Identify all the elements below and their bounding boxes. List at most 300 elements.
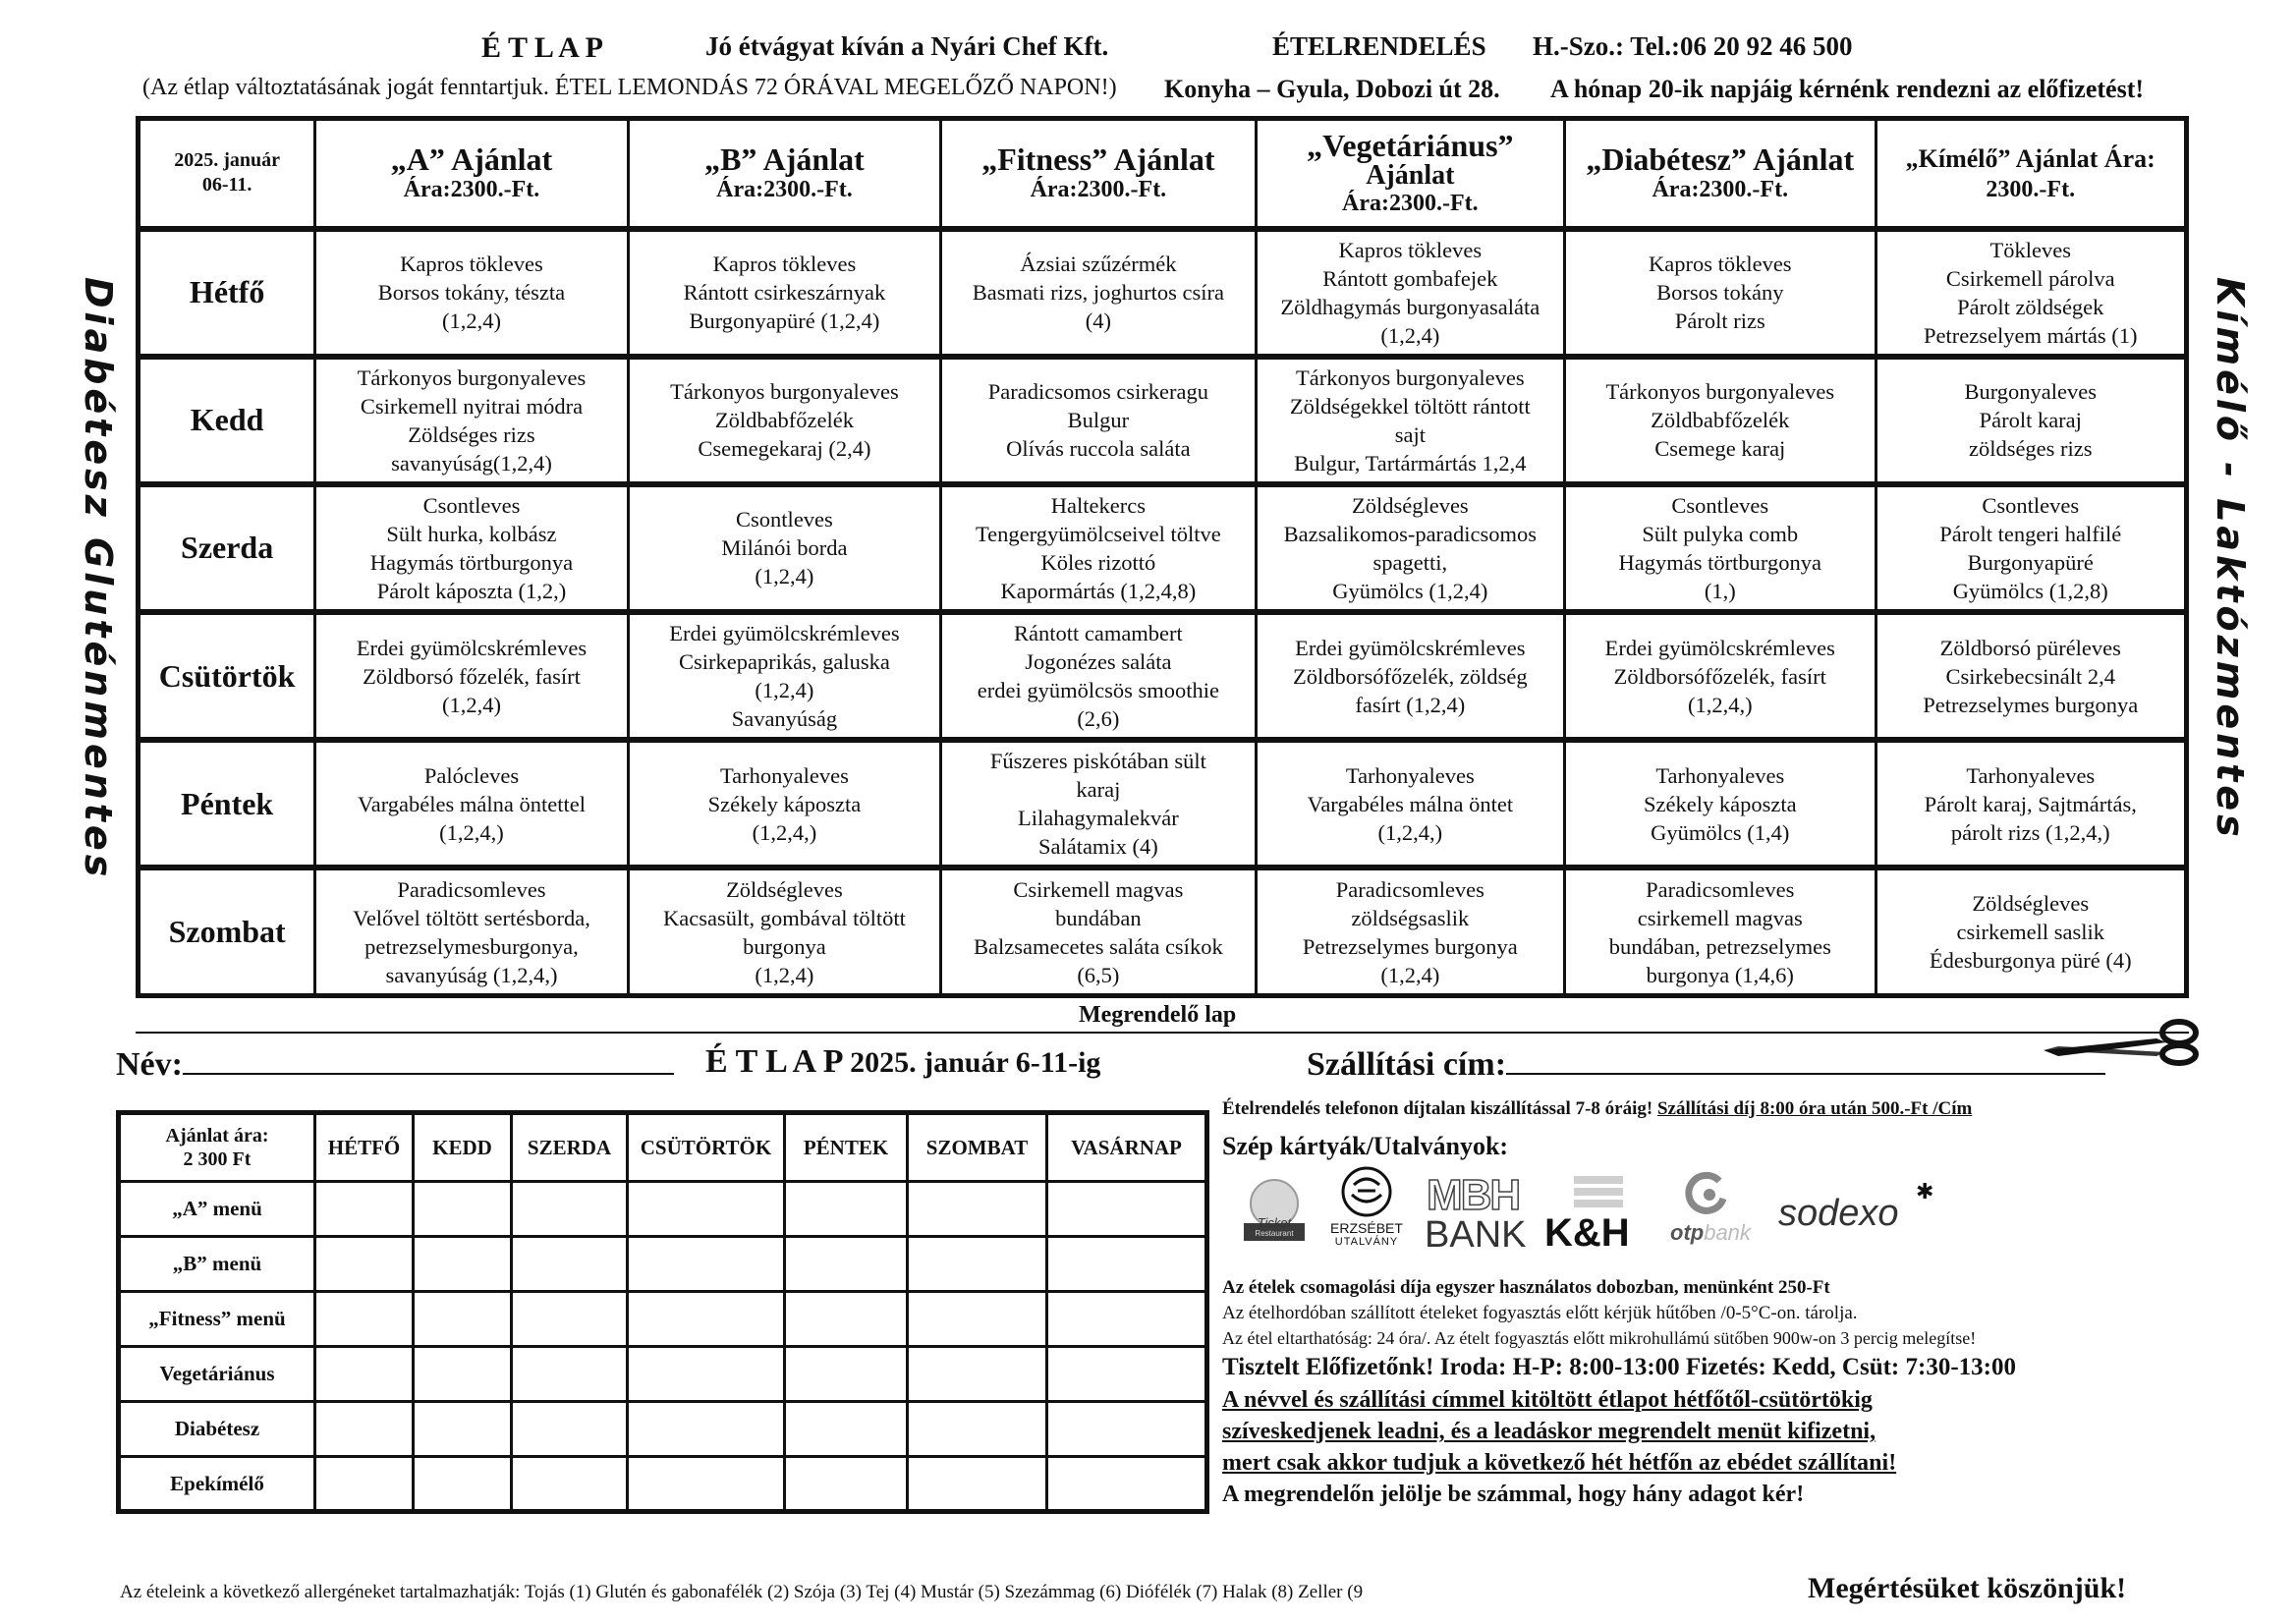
menu-cell-diabetes <box>1565 484 1876 612</box>
dish-line: (1,2,4) <box>1380 962 1440 987</box>
order-quantity-cell[interactable] <box>785 1457 908 1512</box>
plan-name: „B” Ajánlat <box>704 141 865 178</box>
plan-name: „Vegetáriánus” <box>1307 128 1514 164</box>
order-quantity-cell[interactable] <box>414 1182 512 1237</box>
order-row <box>119 1347 1207 1402</box>
dish-line: Gyümölcs (1,2,4) <box>1332 578 1488 603</box>
order-menu-label: „B” menü <box>119 1237 315 1292</box>
name-field[interactable] <box>183 1043 674 1075</box>
order-quantity-cell[interactable] <box>628 1182 785 1237</box>
menu-cell-vegetarian <box>1256 868 1564 995</box>
side-label-left: Diabétesz Gluténmentes <box>77 277 120 881</box>
dish-line: Fűszeres piskótában sült <box>989 749 1206 774</box>
order-section-title: Megrendelő lap <box>1079 1002 1237 1028</box>
menu-cell-gentle <box>1876 740 2187 868</box>
dish-line: Paradicsomleves <box>1335 876 1484 902</box>
order-quantity-cell[interactable] <box>785 1402 908 1457</box>
menu-cell-b <box>628 740 940 868</box>
order-menu-label: Vegetáriánus <box>119 1347 315 1402</box>
menu-header-row <box>139 119 2187 229</box>
order-quantity-cell[interactable] <box>1047 1237 1207 1292</box>
order-header-row <box>119 1113 1207 1182</box>
dish-line: csirkemell magvas <box>1637 905 1803 930</box>
menu-row-saturday <box>139 868 2187 995</box>
menu-cell-vegetarian <box>1256 484 1564 612</box>
subscription-note: A hónap 20-ik napjáig kérnénk rendezni az előfizetést! <box>1550 75 2145 103</box>
dish-line: Csirkemell magvas <box>1013 876 1184 902</box>
dish-line: Kapros tökleves <box>1338 237 1483 262</box>
order-quantity-cell[interactable] <box>628 1457 785 1512</box>
plan-price: Ára:2300.-Ft. <box>1030 177 1167 203</box>
plan-header-gentle <box>1876 119 2187 229</box>
menu-cell-vegetarian <box>1256 740 1564 868</box>
order-quantity-cell[interactable] <box>1047 1457 1207 1512</box>
name-row <box>116 1043 674 1084</box>
order-title <box>705 1043 1100 1081</box>
dish-line: Zöldborsó püréleves <box>1939 635 2121 660</box>
plan-name-cont: Ajánlat <box>1366 160 1455 192</box>
dish-line: Tárkonyos burgonyaleves <box>357 364 587 390</box>
dish-line: Gyümölcs (1,2,8) <box>1952 578 2108 603</box>
dish-line: (1,2,4) <box>441 308 501 334</box>
dish-line: Sült pulyka comb <box>1642 521 1799 546</box>
dish-line: Salátamix (4) <box>1037 834 1158 860</box>
menu-cell-fitness <box>941 484 1256 612</box>
dish-line: (1,2,4) <box>755 962 814 987</box>
menu-row-wednesday <box>139 484 2187 612</box>
dish-line: Párolt zöldségek <box>1957 294 2104 319</box>
order-quantity-cell[interactable] <box>414 1402 512 1457</box>
dish-line: burgonya <box>743 933 826 959</box>
erzsebet-logo <box>1322 1165 1411 1256</box>
plan-header-diabetes <box>1565 119 1876 229</box>
dish-line: Burgonyapüré <box>1967 549 2094 575</box>
kh-emblem-icon <box>1574 1174 1623 1215</box>
dish-line: Tarhonyaleves <box>719 762 849 788</box>
dish-line: Tengergyümölcseivel töltve <box>975 521 1221 546</box>
menu-cell-gentle <box>1876 484 2187 612</box>
dish-line: zöldségsaslik <box>1351 905 1470 930</box>
dish-line: Zöldhagymás burgonyasaláta <box>1280 294 1540 319</box>
menu-cell-diabetes <box>1565 612 1876 740</box>
dish-line: (1,2,4,) <box>1377 819 1443 845</box>
delivery-free: Ételrendelés telefonon díjtalan kiszállítással 7-8 óráig! <box>1222 1098 1653 1119</box>
order-quantity-cell[interactable] <box>908 1457 1047 1512</box>
dish-line: savanyúság (1,2,4,) <box>385 962 558 987</box>
order-quantity-cell[interactable] <box>315 1457 414 1512</box>
dish-line: Bazsalikomos-paradicsomos <box>1283 521 1538 546</box>
plan-header-fitness <box>941 119 1256 229</box>
address-field[interactable] <box>1506 1043 2105 1075</box>
order-quantity-cell[interactable] <box>512 1402 628 1457</box>
order-quantity-cell[interactable] <box>628 1347 785 1402</box>
dish-line: Zöldségleves <box>1351 492 1469 518</box>
otp-suffix: bank <box>1704 1220 1751 1245</box>
dish-line: Zöldségekkel töltött rántott <box>1289 393 1531 419</box>
order-quantity-cell[interactable] <box>512 1347 628 1402</box>
dish-line: Olívás ruccola saláta <box>1006 436 1191 462</box>
dish-line: Vargabéles málna öntet <box>1307 791 1514 816</box>
order-quantity-cell[interactable] <box>1047 1347 1207 1402</box>
packaging-note: Az ételek csomagolási díja egyszer használatos dobozban, menünként 250-Ft <box>1222 1277 1830 1298</box>
dish-line: Zöldbabfőzelék <box>1651 408 1790 433</box>
dish-line: (4) <box>1085 308 1111 334</box>
dish-line: Csemege karaj <box>1654 436 1786 462</box>
dish-line: Tárkonyos burgonyaleves <box>1605 379 1835 405</box>
dish-line: bundában <box>1055 905 1142 930</box>
order-day-header: SZERDA <box>512 1113 628 1182</box>
plan-name: „A” Ajánlat <box>390 141 553 178</box>
dish-line: Csontleves <box>1982 492 2080 518</box>
dish-line: zöldséges rizs <box>1968 436 2093 462</box>
order-quantity-cell[interactable] <box>908 1237 1047 1292</box>
dish-line: (1,2,4,) <box>439 819 504 845</box>
order-quantity-cell[interactable] <box>315 1347 414 1402</box>
plan-price: Ára:2300.-Ft. <box>716 177 853 203</box>
dish-line: Burgonyapüré (1,2,4) <box>689 308 880 334</box>
dish-line: Párolt rizs <box>1674 308 1765 334</box>
menu-date <box>139 119 315 229</box>
order-quantity-cell[interactable] <box>628 1402 785 1457</box>
dish-line: Kapros tökleves <box>400 252 543 277</box>
dish-line: karaj <box>1076 777 1121 803</box>
dish-line: Édesburgonya püré (4) <box>1929 948 2132 974</box>
dish-line: Székely káposzta <box>1643 791 1797 816</box>
dish-line: Zöldbabfőzelék <box>714 408 855 433</box>
dish-line: Bulgur <box>1067 408 1130 433</box>
dish-line: (2,6) <box>1077 706 1120 732</box>
weekly-menu-table <box>136 116 2189 998</box>
day-label: Szombat <box>139 868 315 995</box>
plan-header-b <box>628 119 940 229</box>
dish-line: Petrezselymes burgonya <box>1302 933 1518 959</box>
menu-cell-fitness <box>941 868 1256 995</box>
menu-cell-fitness <box>941 229 1256 357</box>
dish-line: Lilahagymalekvár <box>1018 806 1179 831</box>
dish-line: Erdei gyümölcskrémleves <box>669 621 900 646</box>
menu-row-friday <box>139 740 2187 868</box>
dish-line: Zöldborsófőzelék, fasírt <box>1613 663 1826 689</box>
dish-line: Csontleves <box>422 492 521 518</box>
dish-line: Borsos tokány, tészta <box>377 280 566 306</box>
dish-line: Petrezselyem mártás (1) <box>1924 322 2138 348</box>
dish-line: csirkemell saslik <box>1956 920 2105 945</box>
dish-line: erdei gyümölcsös smoothie <box>977 678 1219 703</box>
office-hours: Tisztelt Előfizetőnk! Iroda: H-P: 8:00-13:00 Fizetés: Kedd, Csüt: 7:30-13:00 <box>1222 1354 2016 1380</box>
order-row <box>119 1457 1207 1512</box>
order-menu-label: „A” menü <box>119 1182 315 1237</box>
menu-cell-diabetes <box>1565 357 1876 484</box>
order-quantity-cell[interactable] <box>315 1182 414 1237</box>
dish-line: Tárkonyos burgonyaleves <box>1295 364 1525 390</box>
sodexo-star-icon: ✱ <box>1916 1179 1934 1204</box>
erzsebet-text: ERZSÉBET <box>1330 1220 1403 1236</box>
menu-cell-vegetarian <box>1256 357 1564 484</box>
dish-line: Savanyúság <box>731 706 838 732</box>
menu-cell-b <box>628 357 940 484</box>
dish-line: Csirkebecsinált 2,4 <box>1945 663 2115 689</box>
menu-cell-diabetes <box>1565 229 1876 357</box>
order-quantity-cell[interactable] <box>908 1347 1047 1402</box>
dish-line: (1,) <box>1704 578 1736 603</box>
order-row <box>119 1182 1207 1237</box>
menu-row-thursday <box>139 612 2187 740</box>
dish-line: Hagymás törtburgonya <box>1618 549 1821 575</box>
dish-line: Borsos tokány <box>1656 280 1784 306</box>
otp-text <box>1670 1220 1751 1246</box>
dish-line: Csirkemell nyitrai módra <box>360 393 584 419</box>
dish-line: Gyümölcs (1,4) <box>1651 819 1790 845</box>
order-quantity-cell[interactable] <box>414 1457 512 1512</box>
order-title-text: É T L A P <box>705 1043 842 1080</box>
order-menu-label: Epekímélő <box>119 1457 315 1512</box>
dish-line: Csontleves <box>1671 492 1769 518</box>
order-day-header: HÉTFŐ <box>315 1113 414 1182</box>
order-quantity-cell[interactable] <box>315 1292 414 1347</box>
dish-line: petrezselymesburgonya, <box>364 933 579 959</box>
dish-line: bundában, petrezselymes <box>1608 933 1831 959</box>
menu-cell-fitness <box>941 612 1256 740</box>
dish-line: Kapros tökleves <box>1648 252 1792 277</box>
order-row <box>119 1237 1207 1292</box>
order-quantity-cell[interactable] <box>908 1182 1047 1237</box>
erzsebet-subtext: UTALVÁNY <box>1334 1236 1399 1248</box>
order-quantity-cell[interactable] <box>414 1292 512 1347</box>
dish-line: spagetti, <box>1372 549 1448 575</box>
order-day-header: KEDD <box>414 1113 512 1182</box>
menu-cell-b <box>628 868 940 995</box>
dish-line: Csirkemell párolva <box>1945 265 2115 291</box>
order-menu-label: „Fitness” menü <box>119 1292 315 1347</box>
dish-line: Kapros tökleves <box>712 252 857 277</box>
menu-cell-a <box>315 229 628 357</box>
dish-line: Zöldségleves <box>1972 891 2090 917</box>
order-day-header: VASÁRNAP <box>1047 1113 1207 1182</box>
menu-cell-gentle <box>1876 229 2187 357</box>
dish-line: (1,2,4) <box>755 564 814 589</box>
delivery-fee: Szállítási díj 8:00 óra után 500.-Ft /Cím <box>1656 1098 1973 1119</box>
dish-line: burgonya (1,4,6) <box>1646 962 1794 987</box>
dish-line: Zöldborsófőzelék, zöldség <box>1292 663 1528 689</box>
menu-cell-a <box>315 612 628 740</box>
dish-line: Balzsamecetes saláta csíkok <box>974 933 1223 959</box>
menu-cell-b <box>628 229 940 357</box>
dish-line: Paradicsomleves <box>397 876 546 902</box>
otp-bank-logo <box>1670 1169 1768 1258</box>
menu-cell-vegetarian <box>1256 229 1564 357</box>
order-quantity-cell[interactable] <box>785 1182 908 1237</box>
dish-line: Hagymás törtburgonya <box>369 549 574 575</box>
menu-row-monday <box>139 229 2187 357</box>
notice-line: mert csak akkor tudjuk a következő hét hétfőn az ebédet szállítani! <box>1222 1450 1897 1476</box>
ticket-restaurant-logo <box>1240 1174 1309 1245</box>
dish-line: Zöldségleves <box>726 876 843 902</box>
order-day-header: CSÜTÖRTÖK <box>628 1113 785 1182</box>
notice-line: szíveskedjenek leadni, és a leadáskor megrendelt menüt kifizetni, <box>1222 1419 1876 1444</box>
dish-line: Paradicsomleves <box>1646 876 1795 902</box>
dish-line: Erdei gyümölcskrémleves <box>356 635 588 660</box>
order-quantity-cell[interactable] <box>908 1292 1047 1347</box>
dish-line: Palócleves <box>423 762 520 788</box>
order-quantity-cell[interactable] <box>1047 1182 1207 1237</box>
dish-line: Tárkonyos burgonyaleves <box>670 379 899 405</box>
order-quantity-cell[interactable] <box>414 1347 512 1402</box>
menu-cell-fitness <box>941 357 1256 484</box>
order-quantity-cell[interactable] <box>512 1182 628 1237</box>
dish-line: Rántott camambert <box>1013 621 1183 646</box>
menu-cell-gentle <box>1876 612 2187 740</box>
dish-line: Ázsiai szűzérmék <box>1020 252 1177 277</box>
order-form-table <box>116 1110 1209 1514</box>
dish-line: Velővel töltött sertésborda, <box>353 905 590 930</box>
plan-header-a <box>315 119 628 229</box>
dish-line: párolt rizs (1,2,4,) <box>1950 819 2110 845</box>
notice-line: A névvel és szállítási címmel kitöltött étlapot hétfőtől-csütörtökig <box>1222 1387 1873 1413</box>
dish-line: Erdei gyümölcskrémleves <box>1295 635 1526 660</box>
dish-line: Csirkepaprikás, galuska <box>678 649 890 675</box>
menu-cell-diabetes <box>1565 740 1876 868</box>
plan-name: „Diabétesz” Ajánlat <box>1586 141 1855 178</box>
menu-cell-b <box>628 484 940 612</box>
day-label: Csütörtök <box>139 612 315 740</box>
dish-line: Székely káposzta <box>707 791 862 816</box>
allergen-list: Az ételeink a következő allergéneket tartalmazhatják: Tojás (1) Glutén és gabonafélék (2) Szója (3) Tej (4) Mustár (5) Szezámmag (6) Diófélék (7) Halak (8) Zeller (9 <box>120 1582 1364 1602</box>
order-quantity-cell[interactable] <box>628 1292 785 1347</box>
order-price-line: 2 300 Ft <box>183 1148 252 1170</box>
dish-line: Jogonézes saláta <box>1025 649 1172 675</box>
menu-cell-a <box>315 357 628 484</box>
dish-line: Tarhonyaleves <box>1966 762 2096 788</box>
plan-name: „Fitness” Ajánlat <box>981 141 1215 178</box>
order-price-line: Ajánlat ára: <box>165 1125 269 1147</box>
dish-line: Zöldséges rizs <box>408 421 535 447</box>
order-quantity-cell[interactable] <box>512 1457 628 1512</box>
order-instruction: A megrendelőn jelölje be számmal, hogy hány adagot kér! <box>1222 1482 1805 1507</box>
otp-emblem-icon <box>1684 1169 1729 1216</box>
thanks-note: Megértésüket köszönjük! <box>1808 1572 2127 1604</box>
order-quantity-cell[interactable] <box>908 1402 1047 1457</box>
delivery-info <box>1222 1098 1972 1120</box>
company-slogan: Jó étvágyat kíván a Nyári Chef Kft. <box>705 31 1109 61</box>
sodexo-logo <box>1778 1179 1935 1244</box>
menu-cell-gentle <box>1876 357 2187 484</box>
side-label-right: Kímélő - Laktózmentes <box>2209 277 2252 841</box>
order-contact: H.-Szo.: Tel.:06 20 92 46 500 <box>1533 31 1853 61</box>
mbh-text: MBH <box>1427 1171 1520 1219</box>
plan-price: Ára:2300.-Ft. <box>1342 191 1479 217</box>
cards-label: Szép kártyák/Utalványok: <box>1222 1132 1509 1160</box>
name-label: Név: <box>116 1046 183 1083</box>
dish-line: Csontleves <box>736 507 833 532</box>
order-menu-label: Diabétesz <box>119 1402 315 1457</box>
order-quantity-cell[interactable] <box>512 1292 628 1347</box>
dish-line: Kapormártás (1,2,4,8) <box>1000 578 1197 603</box>
order-quantity-cell[interactable] <box>1047 1292 1207 1347</box>
order-quantity-cell[interactable] <box>785 1237 908 1292</box>
dish-line: Rántott gombafejek <box>1322 265 1498 291</box>
dish-line: Sült hurka, kolbász <box>386 521 557 546</box>
dish-line: Kacsasült, gombával töltött <box>663 905 906 930</box>
order-row <box>119 1402 1207 1457</box>
dish-line: Párolt karaj <box>1979 408 2082 433</box>
kitchen-address: Konyha – Gyula, Dobozi út 28. <box>1164 75 1500 103</box>
dish-line: Tarhonyaleves <box>1345 762 1475 788</box>
dish-line: Paradicsomos csirkeragu <box>987 379 1209 405</box>
order-quantity-cell[interactable] <box>785 1347 908 1402</box>
dish-line: (1,2,4,) <box>752 819 817 845</box>
menu-cell-diabetes <box>1565 868 1876 995</box>
dish-line: Párolt karaj, Sajtmártás, <box>1924 791 2137 816</box>
menu-cell-fitness <box>941 740 1256 868</box>
address-label: Szállítási cím: <box>1307 1046 1507 1083</box>
plan-price: 2300.-Ft. <box>1986 177 2076 203</box>
menu-row-tuesday <box>139 357 2187 484</box>
scissors-icon <box>2039 1017 2206 1066</box>
shelf-life-note: Az étel eltarthatóság: 24 óra/. Az ételt fogyasztás előtt mikrohullámú sütőben 900w-on 3 percig melegítse! <box>1222 1328 1977 1348</box>
order-day-header: PÉNTEK <box>785 1113 908 1182</box>
order-quantity-cell[interactable] <box>785 1292 908 1347</box>
order-label: ÉTELRENDELÉS <box>1272 31 1486 61</box>
dish-line: Párolt káposzta (1,2,) <box>376 578 567 603</box>
dish-line: Zöldborsó főzelék, fasírt <box>363 663 581 689</box>
dish-line: Haltekercs <box>1050 492 1146 518</box>
mbh-bank-logo <box>1425 1171 1533 1260</box>
dish-line: fasírt (1,2,4) <box>1355 692 1466 717</box>
day-label: Szerda <box>139 484 315 612</box>
plan-price: Ára:2300.-Ft. <box>1652 177 1789 203</box>
order-quantity-cell[interactable] <box>414 1237 512 1292</box>
plan-header-vegetarian <box>1256 119 1564 229</box>
menu-cell-gentle <box>1876 868 2187 995</box>
ticket-text: Ticket <box>1257 1215 1292 1230</box>
day-label: Kedd <box>139 357 315 484</box>
menu-date-line: 2025. január <box>174 149 281 172</box>
dish-line: Burgonyaleves <box>1964 379 2098 405</box>
dish-line: (6,5) <box>1077 962 1120 987</box>
day-label: Hétfő <box>139 229 315 357</box>
sodexo-text: sodexo <box>1778 1193 1899 1234</box>
order-day-header: SZOMBAT <box>908 1113 1047 1182</box>
dish-line: Petrezselymes burgonya <box>1923 692 2139 717</box>
dish-line: Basmati rizs, joghurtos csíra <box>972 280 1224 306</box>
dish-line: Csemegekaraj (2,4) <box>698 436 871 462</box>
order-quantity-cell[interactable] <box>315 1402 414 1457</box>
dish-line: Párolt tengeri halfilé <box>1939 521 2122 546</box>
section-divider <box>136 1032 2189 1034</box>
dish-line: (1,2,4) <box>755 678 814 703</box>
otp-label: otp <box>1670 1220 1705 1245</box>
kh-bank-logo <box>1544 1174 1654 1260</box>
dish-line: Tökleves <box>1989 237 2071 262</box>
order-quantity-cell[interactable] <box>628 1237 785 1292</box>
dish-line: Rántott csirkeszárnyak <box>683 280 886 306</box>
order-title-date: 2025. január 6-11-ig <box>850 1046 1101 1079</box>
disclaimer: (Az étlap változtatásának jogát fenntartjuk. ÉTEL LEMONDÁS 72 ÓRÁVAL MEGELŐZŐ NAPON!) <box>142 75 1117 100</box>
order-quantity-cell[interactable] <box>315 1237 414 1292</box>
order-quantity-cell[interactable] <box>512 1237 628 1292</box>
menu-cell-a <box>315 868 628 995</box>
storage-note: Az ételhordóban szállított ételeket fogyasztás előtt kérjük hűtőben /0-5°C-on. tárolja. <box>1222 1303 1858 1323</box>
dish-line: savanyúság(1,2,4) <box>391 450 552 476</box>
dish-line: Erdei gyümölcskrémleves <box>1604 635 1835 660</box>
dish-line: (1,2,4,) <box>1687 692 1753 717</box>
order-quantity-cell[interactable] <box>1047 1402 1207 1457</box>
dish-line: Milánói borda <box>721 535 848 561</box>
menu-body <box>139 229 2187 996</box>
erzsebet-emblem-icon <box>1340 1165 1393 1218</box>
menu-cell-a <box>315 740 628 868</box>
address-row <box>1307 1043 2105 1084</box>
